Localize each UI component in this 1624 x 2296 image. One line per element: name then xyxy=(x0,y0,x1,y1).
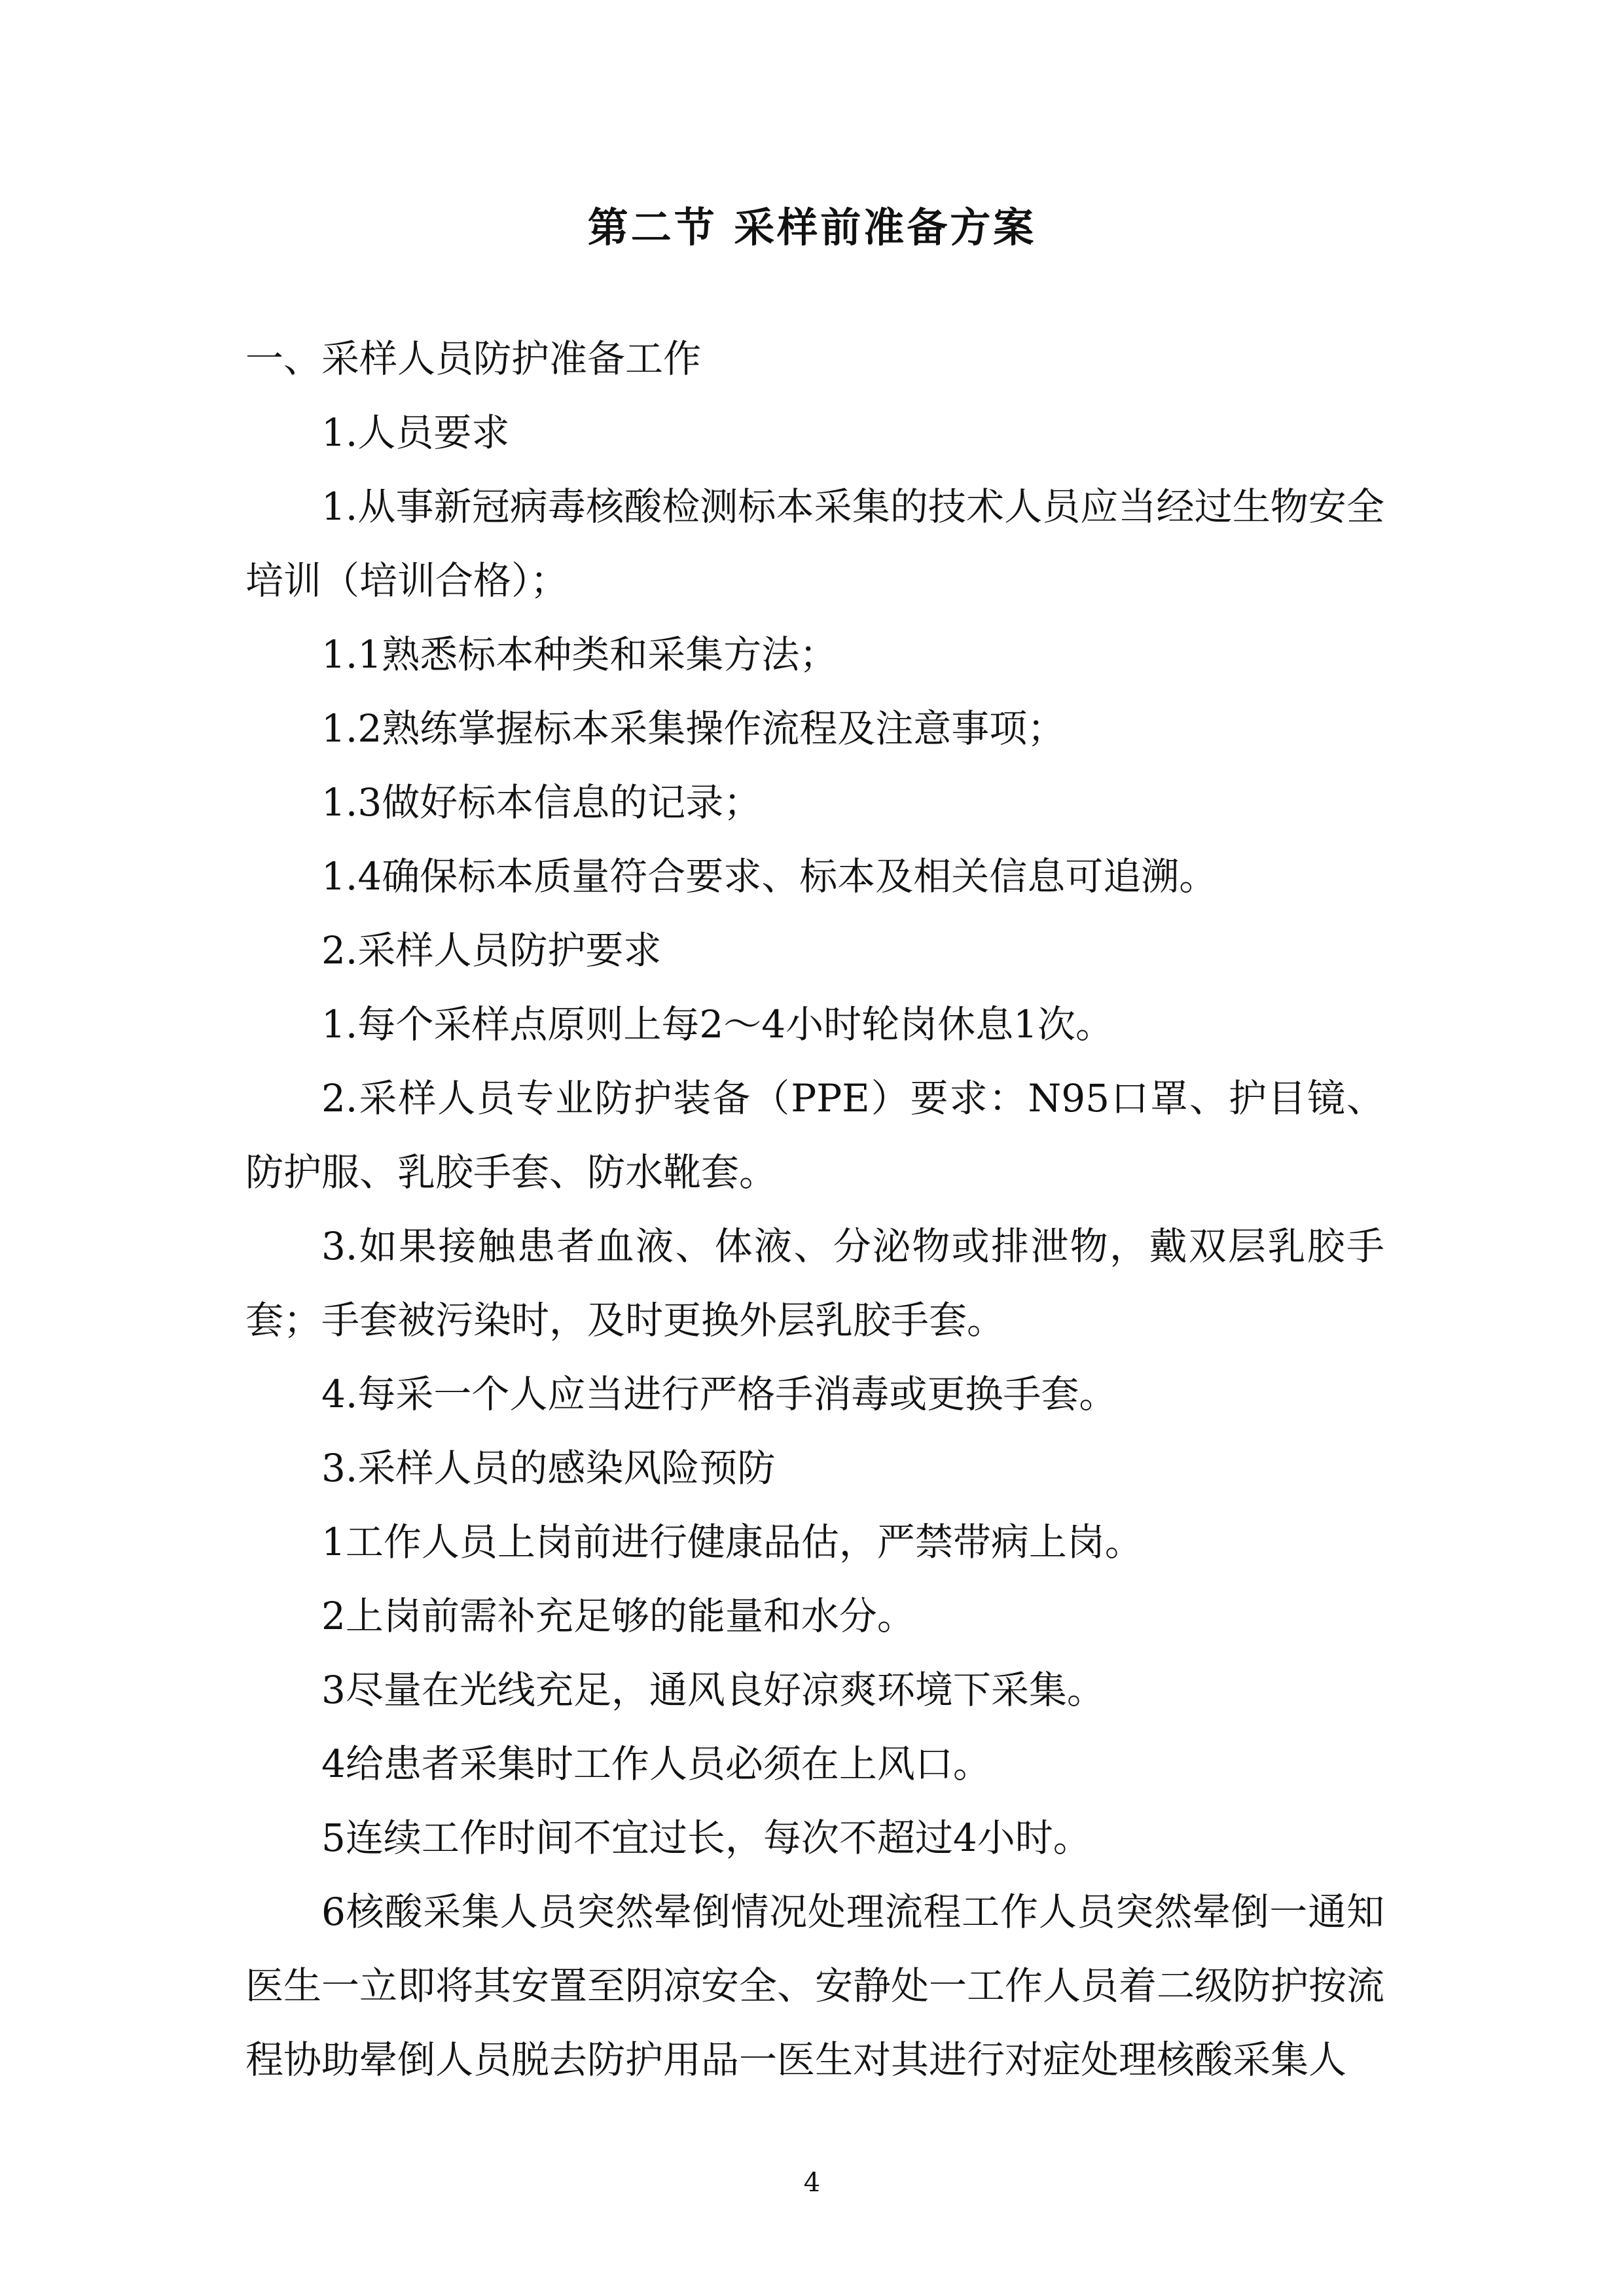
list-item: 2.采样人员专业防护装备（PPE）要求：N95口罩、护目镜、防护服、乳胶手套、防水靴套。 xyxy=(245,1076,1384,1194)
page-number: 4 xyxy=(803,2168,821,2198)
subsection-heading: 2.采样人员防护要求 xyxy=(321,928,662,973)
list-item: 1.从事新冠病毒核酸检测标本采集的技术人员应当经过生物安全培训（培训合格）； xyxy=(245,484,1384,603)
list-item: 4.每采一个人应当进行严格手消毒或更换手套。 xyxy=(321,1372,1117,1416)
list-item: 3.如果接触患者血液、体液、分泌物或排泄物，戴双层乳胶手套；手套被污染时，及时更换外层乳胶手套。 xyxy=(245,1224,1384,1342)
list-item: 1.2熟练掌握标本采集操作流程及注意事项； xyxy=(321,706,1066,751)
list-item: 1工作人员上岗前进行健康品估，严禁带病上岗。 xyxy=(321,1520,1143,1564)
subsection-heading: 3.采样人员的感染风险预防 xyxy=(321,1446,776,1490)
list-item: 1.4确保标本质量符合要求、标本及相关信息可追溯。 xyxy=(321,854,1218,899)
list-item: 5连续工作时间不宜过长，每次不超过4小时。 xyxy=(321,1816,1091,1860)
list-item: 3尽量在光线充足，通风良好凉爽环境下采集。 xyxy=(321,1668,1105,1712)
section-title: 第二节 采样前准备方案 xyxy=(587,204,1037,251)
list-item: 2上岗前需补充足够的能量和水分。 xyxy=(321,1594,915,1638)
document-body xyxy=(245,322,1384,2097)
list-item: 1.3做好标本信息的记录； xyxy=(321,780,762,825)
list-item: 4给患者采集时工作人员必须在上风口。 xyxy=(321,1742,991,1786)
list-item: 1.每个采样点原则上每2～4小时轮岗休息1次。 xyxy=(321,1002,1114,1047)
subsection-heading: 1.人员要求 xyxy=(321,410,510,455)
section-heading: 一、采样人员防护准备工作 xyxy=(245,336,702,381)
list-item: 6核酸采集人员突然晕倒情况处理流程工作人员突然晕倒一通知医生一立即将其安置至阴凉安全、安静处一工作人员着二级防护按流程协助晕倒人员脱去防护用品一医生对其进行对症处理核酸采集人 xyxy=(245,1890,1385,2082)
list-item: 1.1熟悉标本种类和采集方法； xyxy=(321,632,838,677)
